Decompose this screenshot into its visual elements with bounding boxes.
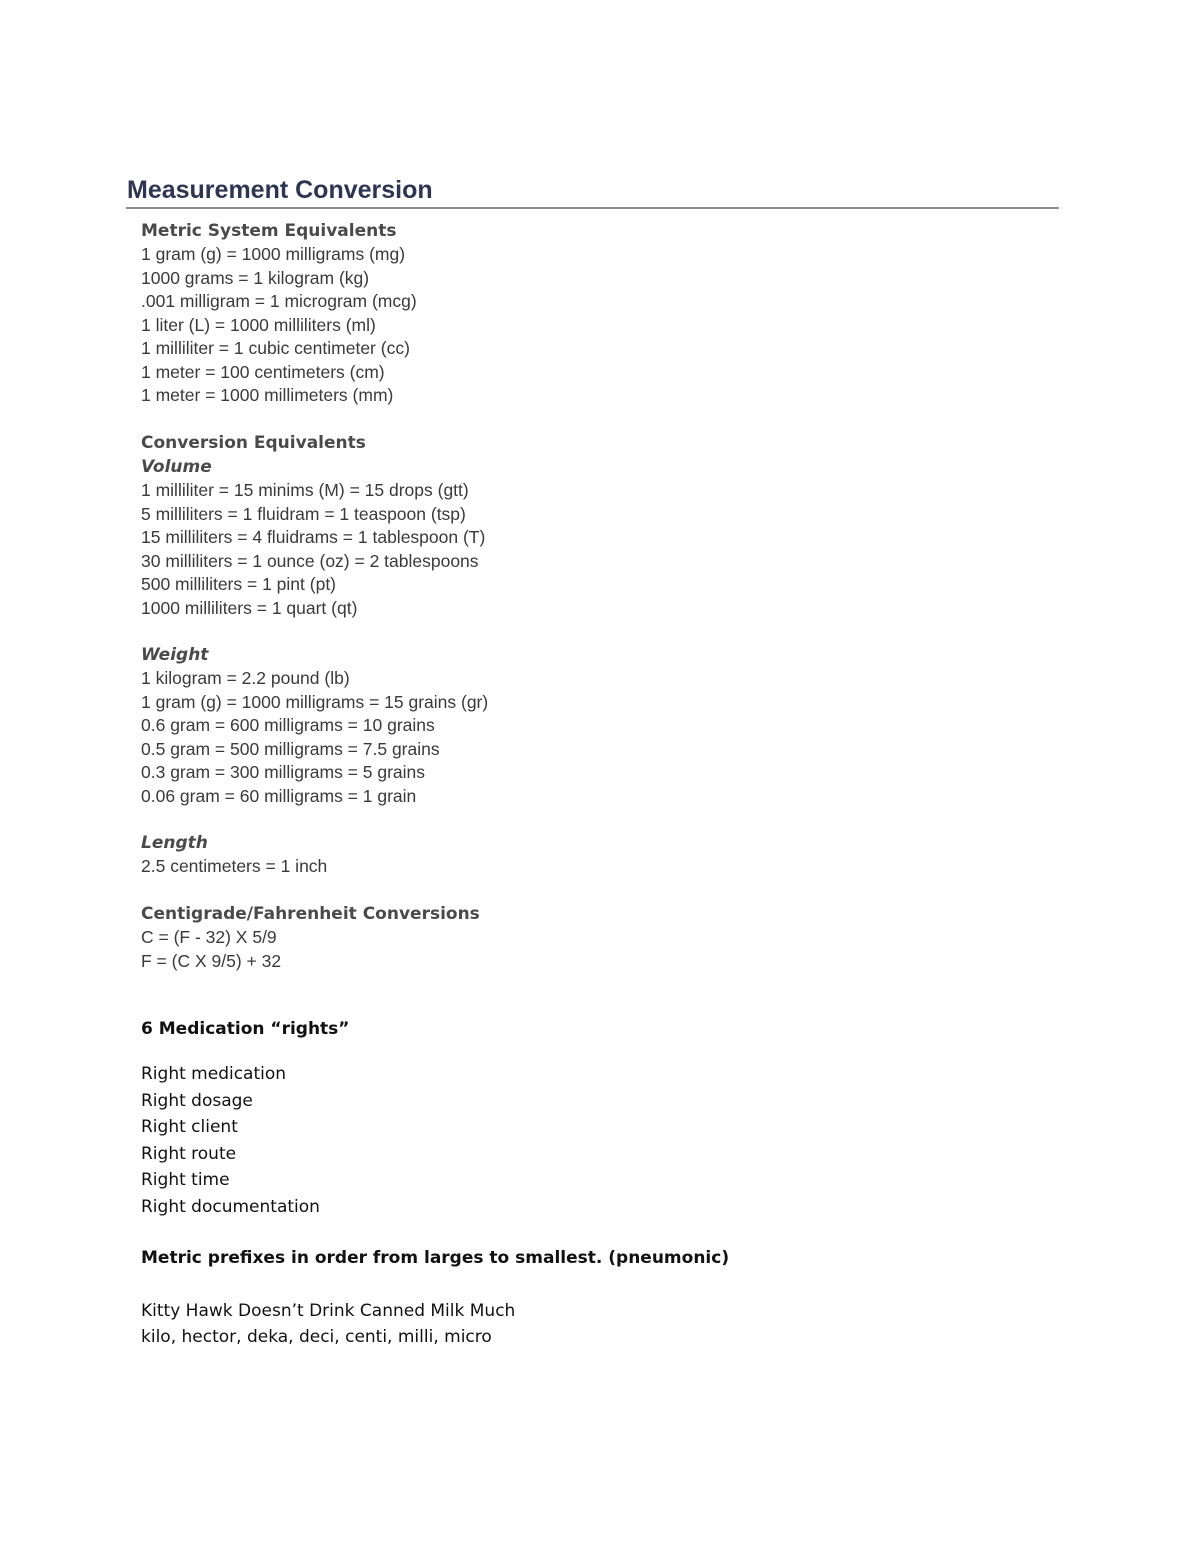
- rights-item: Right time: [141, 1170, 230, 1190]
- weight-line: 0.5 gram = 500 milligrams = 7.5 grains: [141, 738, 440, 759]
- weight-line: 1 gram (g) = 1000 milligrams = 15 grains (gr): [141, 691, 489, 712]
- metric-heading: Metric System Equivalents: [141, 221, 397, 241]
- volume-line: 15 milliliters = 4 fluidrams = 1 tablespoon (T): [141, 527, 486, 547]
- volume-line: 500 milliliters = 1 pint (pt): [141, 574, 337, 594]
- volume-heading: Volume: [141, 457, 212, 477]
- weight-line: 0.3 gram = 300 milligrams = 5 grains: [141, 762, 426, 782]
- volume-line: 1000 milliliters = 1 quart (qt): [141, 597, 358, 618]
- rights-item: Right dosage: [141, 1090, 253, 1111]
- metric-line: 1 meter = 1000 millimeters (mm): [141, 385, 394, 405]
- prefixes-heading: Metric prefixes in order from larges to smallest. (pneumonic): [141, 1248, 730, 1268]
- conversion-section: [141, 431, 485, 620]
- title-divider: [126, 207, 1059, 209]
- rights-list: [141, 1061, 320, 1220]
- metric-line: 1 milliliter = 1 cubic centimeter (cc): [141, 338, 410, 358]
- temperature-line: C = (F - 32) X 5/9: [141, 927, 277, 947]
- rights-item: Right route: [141, 1143, 237, 1164]
- rights-item: Right client: [141, 1117, 238, 1137]
- length-heading: Length: [141, 833, 208, 853]
- prefixes-heading-block: [141, 1245, 729, 1271]
- weight-section: [141, 643, 488, 808]
- conversion-heading: Conversion Equivalents: [141, 433, 366, 453]
- metric-line: .001 milligram = 1 microgram (mcg): [141, 291, 417, 311]
- metric-line: 1 liter (L) = 1000 milliliters (ml): [141, 314, 376, 335]
- volume-line: 1 milliliter = 15 minims (M) = 15 drops (gtt): [141, 480, 469, 500]
- document-title: Measurement Conversion: [127, 176, 433, 204]
- weight-heading: Weight: [141, 645, 209, 665]
- volume-line: 30 milliliters = 1 ounce (oz) = 2 tablespoons: [141, 550, 479, 571]
- rights-item: Right medication: [141, 1064, 287, 1084]
- temperature-line: F = (C X 9/5) + 32: [141, 950, 282, 971]
- volume-line: 5 milliliters = 1 fluidram = 1 teaspoon (tsp): [141, 503, 466, 524]
- length-section: [141, 831, 327, 879]
- temperature-section: [141, 902, 480, 973]
- length-line: 2.5 centimeters = 1 inch: [141, 856, 328, 876]
- prefixes-mnemonic: Kitty Hawk Doesn’t Drink Canned Milk Much: [141, 1301, 516, 1321]
- prefixes-list: kilo, hector, deka, deci, centi, milli, micro: [141, 1327, 492, 1347]
- weight-line: 1 kilogram = 2.2 pound (lb): [141, 668, 350, 688]
- rights-heading: 6 Medication “rights”: [141, 1019, 350, 1039]
- prefixes-body: [141, 1298, 515, 1350]
- metric-line: 1 meter = 100 centimeters (cm): [141, 361, 385, 382]
- metric-line: 1000 grams = 1 kilogram (kg): [141, 267, 370, 288]
- temperature-heading: Centigrade/Fahrenheit Conversions: [141, 904, 480, 924]
- rights-item: Right documentation: [141, 1196, 320, 1217]
- weight-line: 0.06 gram = 60 milligrams = 1 grain: [141, 785, 417, 806]
- weight-line: 0.6 gram = 600 milligrams = 10 grains: [141, 715, 435, 735]
- metric-line: 1 gram (g) = 1000 milligrams (mg): [141, 244, 406, 264]
- metric-section: [141, 219, 417, 408]
- rights-heading-block: [141, 1016, 349, 1042]
